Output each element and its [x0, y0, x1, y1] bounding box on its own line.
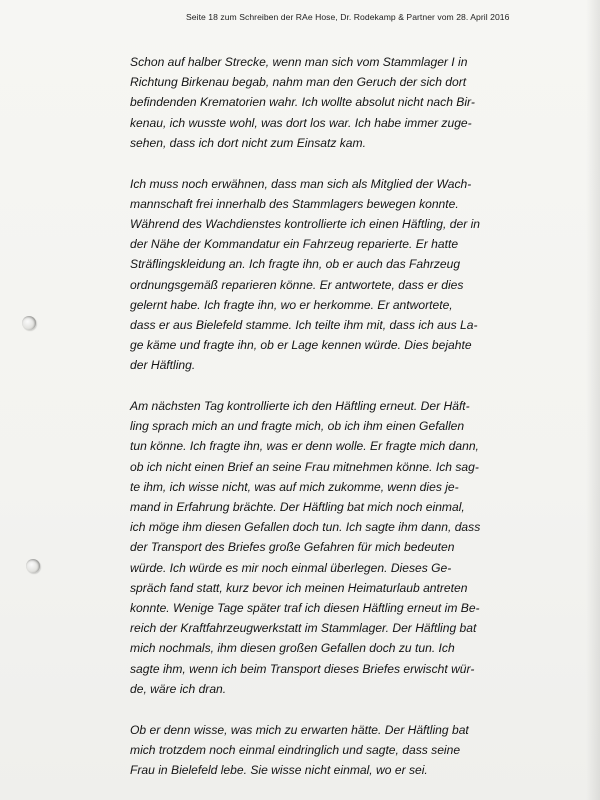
text-line: kenau, ich wusste wohl, was dort los war. Ich habe immer zuge-: [130, 115, 472, 130]
text-line: spräch fand statt, kurz bevor ich meinen Heimaturlaub antreten: [130, 580, 468, 595]
page-edge-shadow: [586, 0, 600, 800]
text-line: der Transport des Briefes große Gefahren für mich bedeuten: [130, 540, 455, 555]
paragraph-2: [130, 174, 481, 376]
text-line: dass er aus Bielefeld stamme. Ich teilte ihm mit, dass ich aus La-: [130, 317, 478, 332]
text-line: der Häftling.: [130, 358, 196, 373]
text-line: der Nähe der Kommandatur ein Fahrzeug reparierte. Er hatte: [130, 237, 459, 252]
text-line: Richtung Birkenau begab, nahm man den Geruch der sich dort: [130, 75, 467, 90]
paragraph-3: [130, 396, 481, 699]
text-line: sagte ihm, wenn ich beim Transport dieses Briefes erwischt wür-: [130, 661, 475, 676]
text-line: mannschaft frei innerhalb des Stammlagers bewegen konnte.: [130, 196, 459, 211]
page-header: Seite 18 zum Schreiben der RAe Hose, Dr. Rodekamp & Partner vom 28. April 2016: [186, 12, 510, 22]
text-line: konnte. Wenige Tage später traf ich diesen Häftling erneut im Be-: [130, 601, 480, 616]
text-line: Ob er denn wisse, was mich zu erwarten hätte. Der Häftling bat: [130, 722, 469, 737]
text-line: Schon auf halber Strecke, wenn man sich vom Stammlager I in: [130, 55, 468, 69]
body-text: [130, 52, 481, 800]
text-line: Am nächsten Tag kontrollierte ich den Häftling erneut. Der Häft-: [130, 399, 470, 414]
text-line: ob ich nicht einen Brief an seine Frau mitnehmen könne. Ich sag-: [130, 459, 479, 474]
text-line: tun könne. Ich fragte ihn, was er denn wolle. Er fragte mich dann,: [130, 439, 479, 454]
text-line: Sträflingskleidung an. Ich fragte ihn, ob er auch das Fahrzeug: [130, 257, 461, 272]
text-line: mand in Erfahrung brächte. Der Häftling bat mich noch einmal,: [130, 500, 465, 515]
text-line: würde. Ich würde es mir noch einmal überlegen. Dieses Ge-: [130, 560, 452, 575]
text-line: Während des Wachdienstes kontrollierte ich einen Häftling, der in: [130, 216, 481, 231]
text-line: gelernt habe. Ich fragte ihn, wo er herkomme. Er antwortete,: [130, 297, 453, 312]
punch-hole-lower: [26, 559, 40, 573]
punch-hole-upper: [22, 316, 36, 330]
text-line: Frau in Bielefeld lebe. Sie wisse nicht einmal, wo er sei.: [130, 763, 428, 777]
text-line: Ich muss noch erwähnen, dass man sich als Mitglied der Wach-: [130, 176, 472, 191]
text-line: mich trotzdem noch einmal eindringlich und sagte, dass seine: [130, 742, 461, 757]
text-line: ling sprach mich an und fragte mich, ob ich ihm einen Gefallen: [130, 419, 465, 434]
text-line: ich möge ihm diesen Gefallen doch tun. Ich sagte ihm dann, dass: [130, 520, 481, 535]
text-line: de, wäre ich dran.: [130, 681, 227, 696]
text-line: te ihm, ich wisse nicht, was auf mich zukomme, wenn dies je-: [130, 479, 459, 494]
text-line: reich der Kraftfahrzeugwerkstatt im Stammlager. Der Häftling bat: [130, 621, 477, 636]
text-line: ordnungsgemäß reparieren könne. Er antwortete, dass er dies: [130, 277, 464, 292]
paragraph-1: [130, 52, 475, 153]
text-line: mich nochmals, ihm diesen großen Gefallen doch zu tun. Ich: [130, 641, 455, 656]
text-line: ge käme und fragte ihn, ob er Lage kennen würde. Dies bejahte: [130, 338, 472, 353]
text-line: sehen, dass ich dort nicht zum Einsatz kam.: [130, 135, 366, 150]
paragraph-4: [130, 720, 470, 781]
text-line: befindenden Krematorien wahr. Ich wollte absolut nicht nach Bir-: [130, 95, 475, 110]
